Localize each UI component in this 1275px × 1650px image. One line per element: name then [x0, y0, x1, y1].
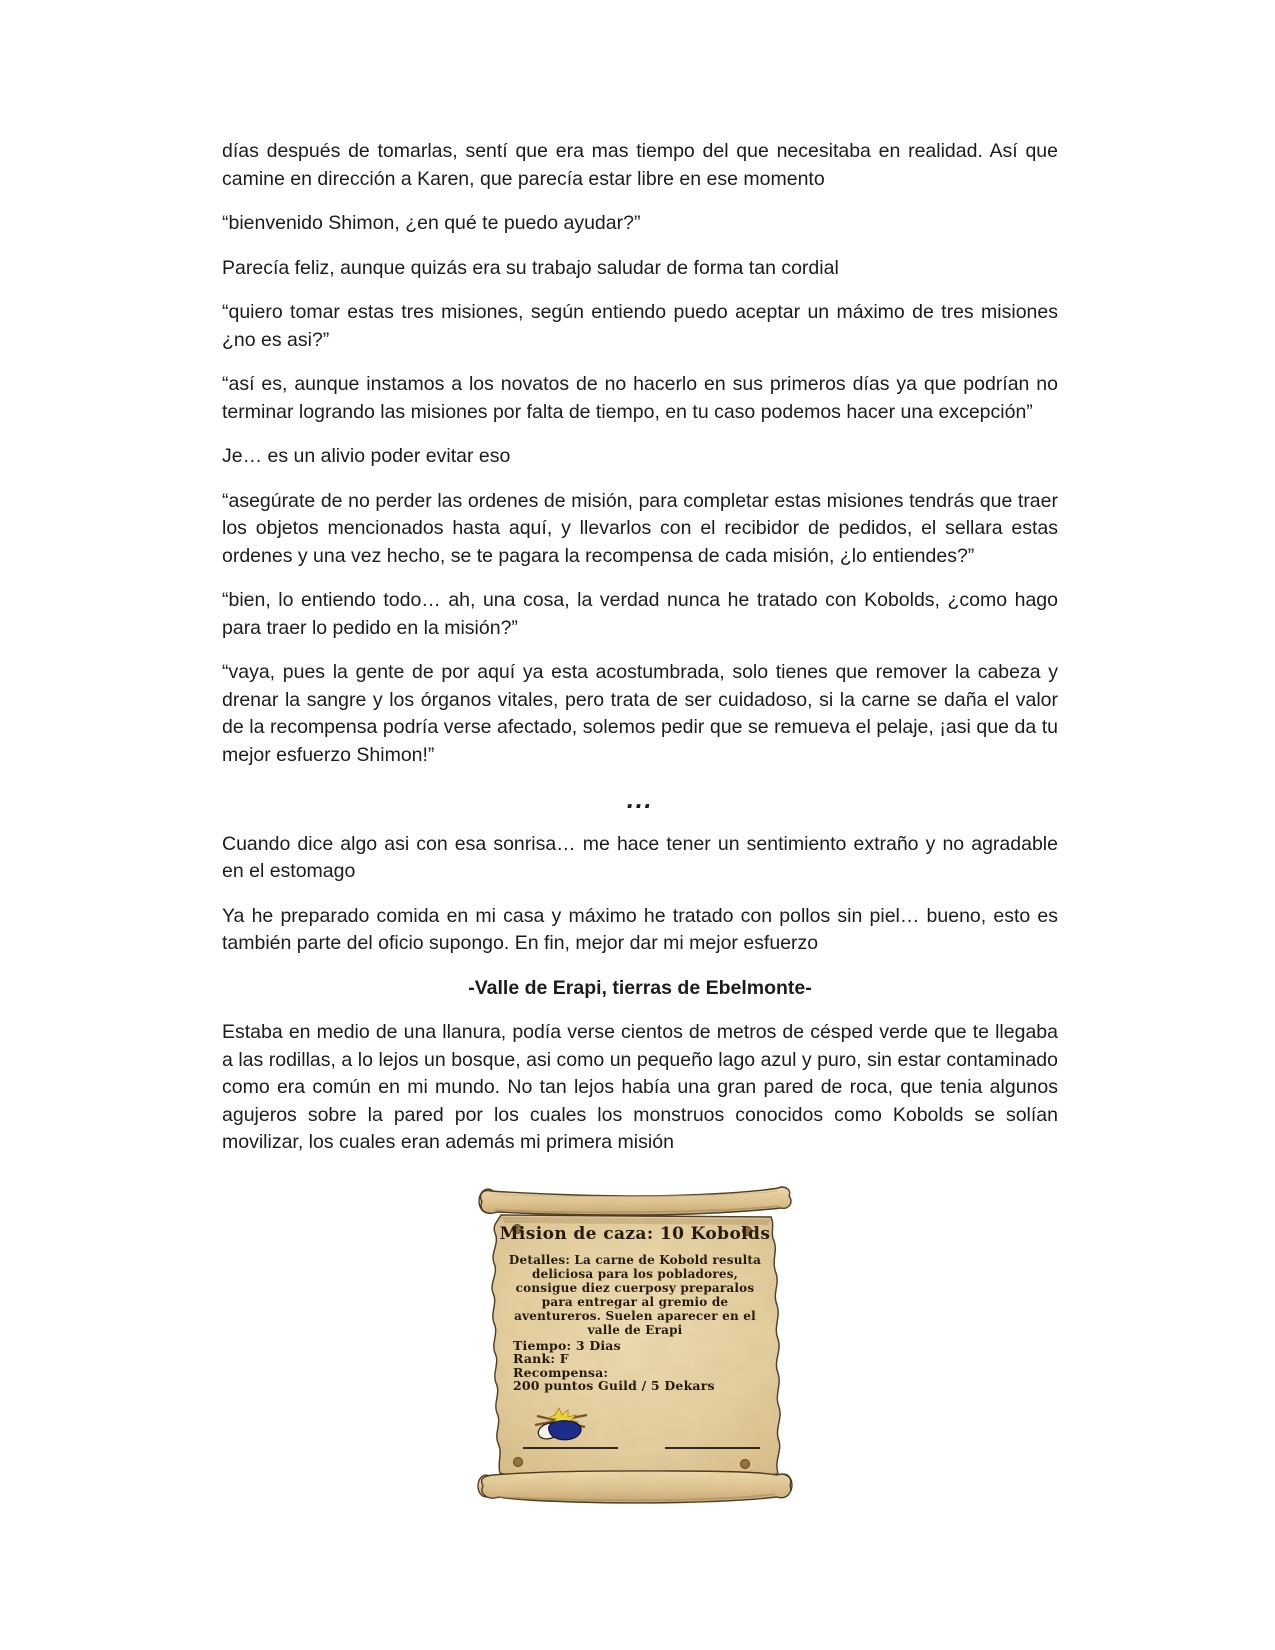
scroll-top-roll: [479, 1187, 791, 1215]
quest-details-line: para entregar al gremio de: [541, 1294, 729, 1309]
quest-details-line: consigue diez cuerposy preparalos: [515, 1280, 755, 1295]
quest-stat-line: Tiempo: 3 Dias: [513, 1337, 621, 1353]
quest-stat-line: Rank: F: [513, 1351, 569, 1366]
quest-stat-line: 200 puntos Guild / 5 Dekars: [513, 1378, 715, 1393]
paragraph: Je… es un alivio poder evitar eso: [222, 445, 511, 467]
scene-separator: ...: [626, 784, 654, 814]
quest-details: [489, 1253, 781, 1337]
paragraph: “bien, lo entiendo todo… ah, una cosa, la verdad nunca he tratado con Kobolds, ¿como hago para traer lo pedido en la misión?”: [222, 589, 1058, 639]
paragraph: “vaya, pues la gente de por aquí ya esta acostumbrada, solo tienes que remover la cabeza y drenar la sangre y los órganos vitales, pero trata de ser cuidadoso, si la carne se daña el valor de la recompensa podría verse afectado, solemos pedir que se remueva el pelaje, ¡asi que da tu mejor esfuerzo Shimon!”: [222, 661, 1058, 766]
paragraph: Estaba en medio de una llanura, podía verse cientos de metros de césped verde que te llegaba a las rodillas, a lo lejos un bosque, asi como un pequeño lago azul y puro, sin estar contaminado como era común en mi mundo. No tan lejos había una gran pared de roca, que tenia algunos agujeros sobre la pared por los cuales los monstruos conocidos como Kobolds se solían movilizar, los cuales eran además mi primera misión: [222, 1021, 1058, 1153]
paragraph: “asegúrate de no perder las ordenes de misión, para completar estas misiones tendrás que traer los objetos mencionados hasta aquí, y llevarlos con el recibidor de pedidos, el sellara estas ordenes y una vez hecho, se te pagara la recompensa de cada misión, ¿lo entiendes?”: [222, 489, 1058, 567]
quest-details-line: Detalles: La carne de Kobold resulta: [508, 1252, 762, 1267]
scroll-bottom-roll: [478, 1470, 792, 1502]
paragraph: “así es, aunque instamos a los novatos de no hacerlo en sus primeros días ya que podrían no terminar logrando las misiones por falta de tiempo, en tu caso podemos hacer una excepción”: [222, 373, 1058, 423]
tack-icon: [741, 1459, 750, 1468]
quest-details-line: valle de Erapi: [587, 1322, 683, 1337]
paragraph: Ya he preparado comida en mi casa y máximo he tratado con pollos sin piel… bueno, esto es también parte del oficio supongo. En fin, mejor dar mi mejor esfuerzo: [222, 904, 1058, 954]
quest-details-line: deliciosa para los pobladores,: [531, 1266, 739, 1281]
paragraph: “bienvenido Shimon, ¿en qué te puedo ayudar?”: [222, 212, 641, 234]
paragraph: Parecía feliz, aunque quizás era su trabajo saludar de forma tan cordial: [222, 256, 839, 279]
scene-heading: -Valle de Erapi, tierras de Ebelmonte-: [468, 976, 812, 999]
quest-stat-line: Recompensa:: [513, 1364, 609, 1380]
paragraph: Cuando dice algo asi con esa sonrisa… me hace tener un sentimiento extraño y no agradable en el estomago: [222, 832, 1058, 882]
quest-title: Mision de caza: 10 Kobolds: [499, 1223, 771, 1244]
tack-icon: [514, 1457, 523, 1466]
quest-stats: [513, 1339, 715, 1393]
quest-scroll-image: [475, 1181, 795, 1506]
paragraph: días después de tomarlas, sentí que era mas tiempo del que necesitaba en realidad. Así que camine en dirección a Karen, que parecía estar libre en ese momento: [222, 140, 1058, 190]
quest-details-line: aventureros. Suelen aparecer en el: [514, 1308, 756, 1323]
paragraph: “quiero tomar estas tres misiones, según entiendo puedo aceptar un máximo de tres misiones ¿no es asi?”: [222, 301, 1058, 351]
